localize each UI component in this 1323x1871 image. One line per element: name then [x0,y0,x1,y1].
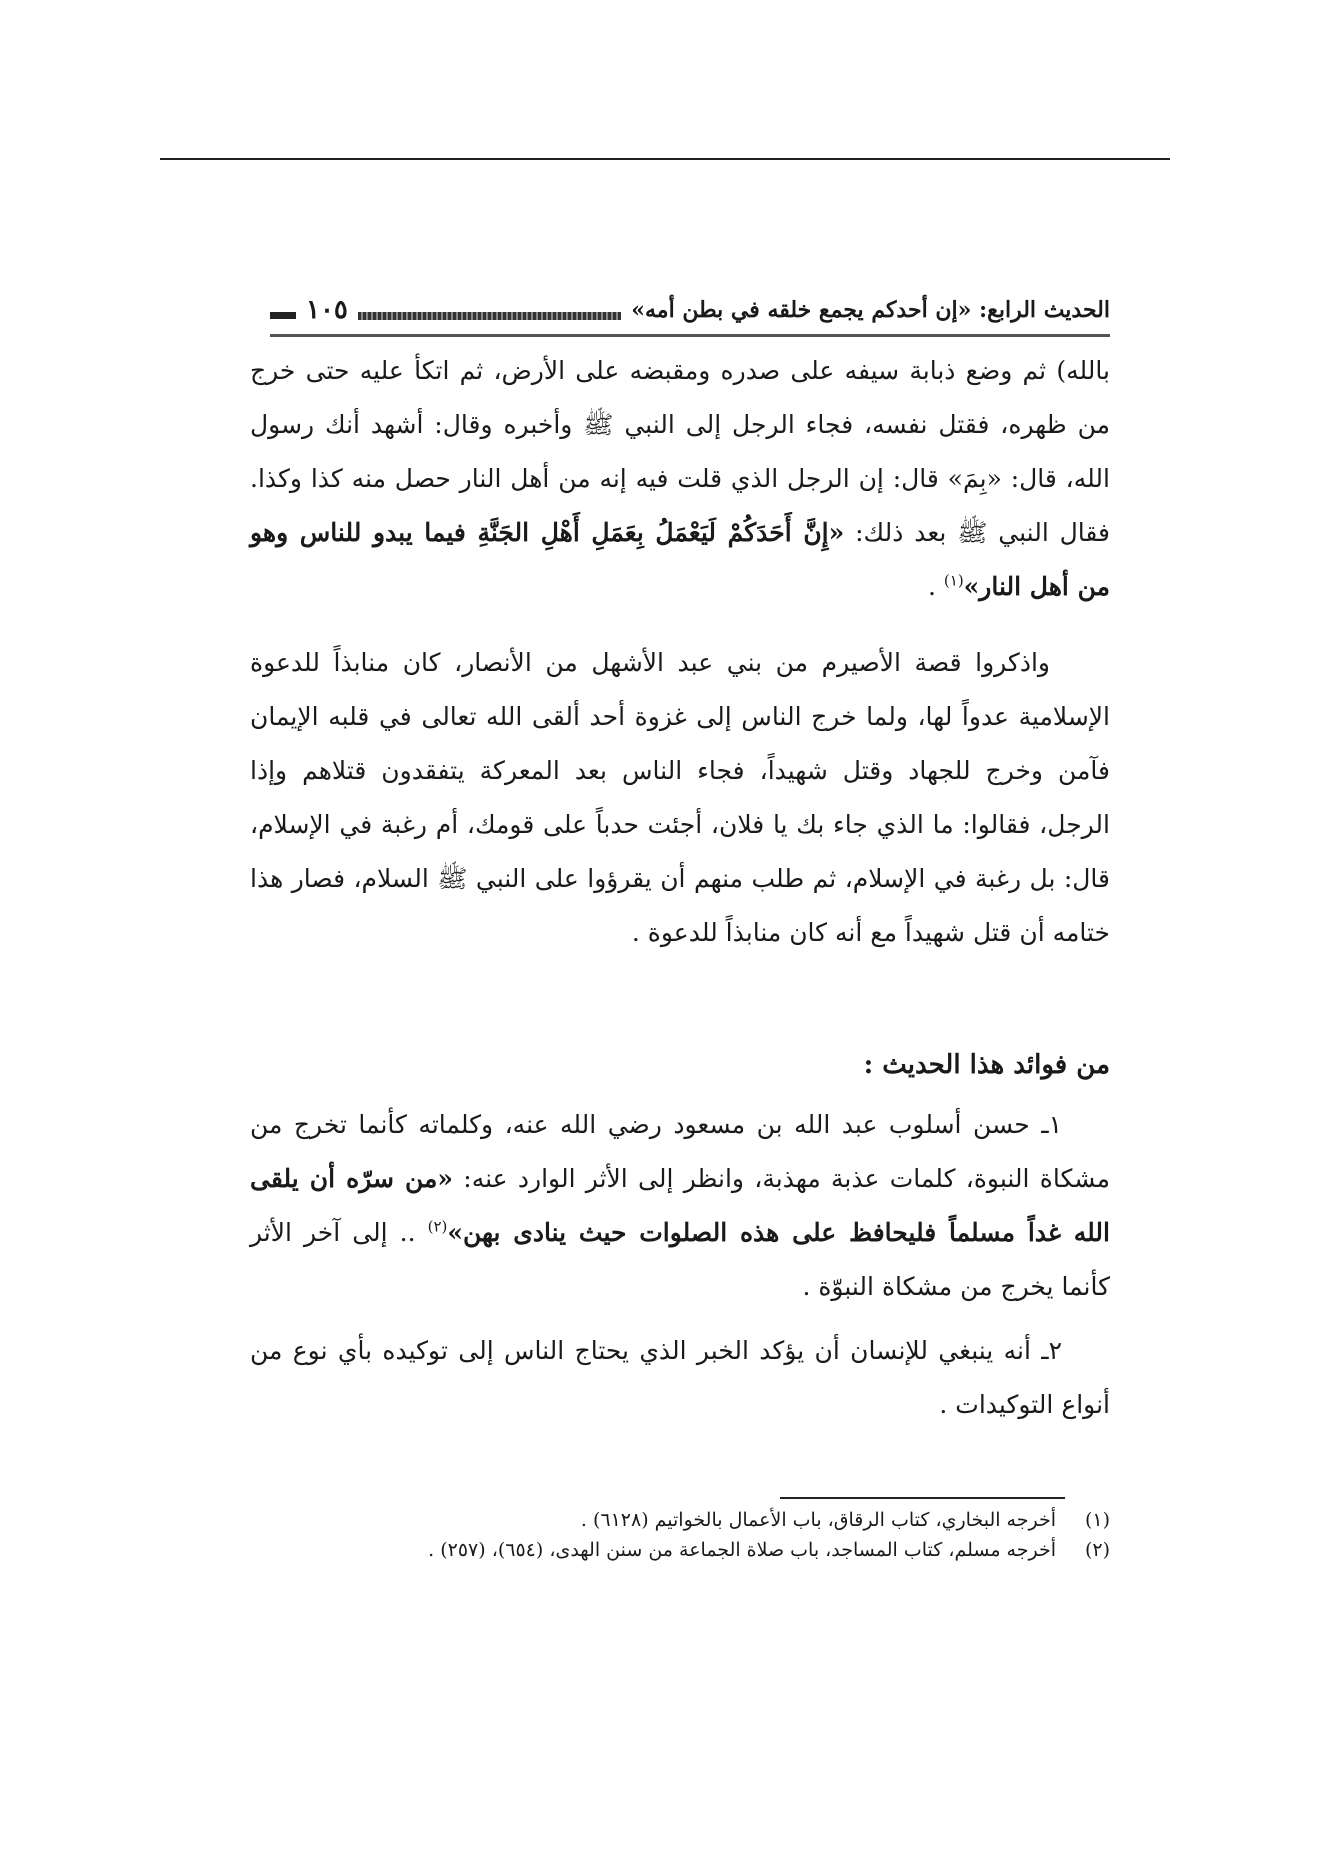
footnote-1 [250,1505,1110,1535]
body-text [250,344,1110,960]
paragraph-1 [250,344,1110,614]
running-head-bar [358,312,621,320]
footnote-2-number: (٢) [1084,1539,1110,1561]
running-head-underline [270,334,1110,337]
benefit-1-end: .. إلى آخر الأثر كأنما يخرج من مشكاة النبوّة . [250,1218,1110,1301]
benefit-item-2: ٢ـ أنه ينبغي للإنسان أن يؤكد الخبر الذي يحتاج الناس إلى توكيده بأي نوع من أنواع التوكيدات . [250,1336,1110,1419]
footnotes [250,1505,1110,1565]
running-head-title: الحديث الرابع: «إن أحدكم يجمع خلقه في بطن أمه» [631,297,1110,323]
footnote-2-text: أخرجه مسلم، كتاب المساجد، باب صلاة الجماعة من سنن الهدى، (٦٥٤)، (٢٥٧) . [428,1539,1056,1561]
running-head [270,292,1110,328]
page-number-bar [270,312,296,319]
page-number: ١٠٥ [306,295,348,325]
footnote-1-text: أخرجه البخاري، كتاب الرقاق، باب الأعمال بالخواتيم (٦١٢٨) . [580,1509,1056,1531]
paragraph-2: واذكروا قصة الأصيرم من بني عبد الأشهل من الأنصار، كان منابذاً للدعوة الإسلامية عدواً لها، ولما خرج الناس إلى غزوة أحد ألقى الله تعالى في قلبه الإيمان فآمن وخرج للجهاد وقتل شهيداً، فجاء الناس بعد المعركة يتفقدون قتلاهم وإذا الرجل، فقالوا: ما الذي جاء بك يا فلان، أجئت حدباً على قومك، أم رغبة في الإسلام، قال: بل رغبة في الإسلام، ثم طلب منهم أن يقرؤوا على النبي ﷺ السلام، فصار هذا ختامه أن قتل شهيداً مع أنه كان منابذاً للدعوة . [250,648,1110,947]
benefit-1-text: ١ـ حسن أسلوب عبد الله بن مسعود رضي الله عنه، وكلماته كأنما تخرج من مشكاة النبوة، كلمات عذبة مهذبة، وانظر إلى الأثر الوارد عنه: [250,1110,1110,1193]
benefits-list [250,1098,1110,1432]
paragraph-1-text: بالله) ثم وضع ذبابة سيفه على صدره ومقبضه على الأرض، ثم اتكأ عليه حتى خرج من ظهره، فقتل نفسه، فجاء الرجل إلى النبي ﷺ وأخبره وقال: أشهد أنك رسول الله، قال: «بِمَ» قال: إن الرجل الذي قلت فيه إنه من أهل النار حصل منه كذا وكذا. فقال النبي ﷺ بعد ذلك: [250,356,1111,547]
footnote-rule [780,1497,1065,1499]
footnote-2 [250,1535,1110,1565]
paragraph-1-end: . [927,572,944,601]
hadith-quote: «إِنَّ أَحَدَكُمْ لَيَعْمَلُ بِعَمَلِ أَهْلِ الجَنَّةِ فيما يبدو للناس وهو من أهل النار» [250,518,1110,601]
footnote-1-number: (١) [1084,1509,1110,1531]
benefit-item-1 [250,1098,1110,1314]
athar-quote: «من سرّه أن يلقى الله غداً مسلماً فليحافظ على هذه الصلوات حيث ينادى بهن» [250,1164,1110,1247]
footnote-ref-1: (١) [943,571,964,590]
section-title: من فوائد هذا الحديث : [863,1050,1110,1080]
footnote-ref-2: (٢) [427,1217,448,1236]
